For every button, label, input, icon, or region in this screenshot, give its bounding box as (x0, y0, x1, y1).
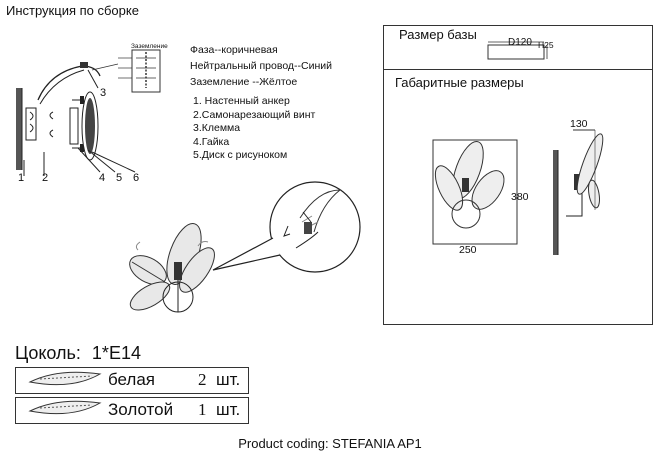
callout-6: 6 (133, 172, 140, 184)
width-dimension: 250 (459, 244, 477, 256)
color-name: Золотой (108, 400, 174, 419)
part-item: 1. Настенный анкер (193, 95, 290, 107)
part-item: 3.Клемма (193, 122, 241, 134)
neutral-wire-label: Нейтральный провод--Синий (190, 60, 333, 72)
part-item: 5.Диск с рисунокoм (193, 149, 288, 161)
color-name: белая (108, 370, 156, 389)
socket-value: 1*E14 (91, 343, 141, 363)
color-unit: шт. (216, 400, 241, 419)
color-qty: 2 (198, 370, 207, 389)
callout-2: 2 (42, 172, 49, 184)
callout-3: 3 (100, 87, 107, 99)
socket-spec (15, 343, 141, 364)
ground-wire-label: Заземление --Жёлтое (190, 76, 298, 88)
instructions-title: Инструкция по сборке (6, 3, 139, 18)
phase-wire-label: Фаза--коричневая (190, 44, 278, 56)
dimensions-panel (383, 25, 653, 325)
callout-1: 1 (18, 172, 25, 184)
wall-hatch (16, 88, 22, 170)
depth-dimension: 130 (570, 118, 588, 130)
color-qty: 1 (198, 400, 207, 419)
color-unit: шт. (216, 370, 241, 389)
callout-5: 5 (116, 172, 123, 184)
ground-diagram-label: Заземление (131, 43, 168, 50)
panel-divider (383, 69, 653, 70)
part-item: 4.Гайка (193, 135, 230, 148)
part-item: 2.Самонарезающий винт (193, 108, 316, 121)
callout-4: 4 (99, 172, 106, 184)
base-diameter: D120 (508, 37, 532, 48)
socket-label: Цоколь: (15, 343, 81, 363)
height-dimension: 380 (511, 191, 529, 203)
product-coding: Product coding: STEFANIA AP1 (238, 436, 422, 451)
base-height: H25 (538, 40, 554, 50)
overall-dimensions-title: Габаритные размеры (395, 75, 524, 90)
base-size-title: Размер базы (399, 27, 477, 42)
